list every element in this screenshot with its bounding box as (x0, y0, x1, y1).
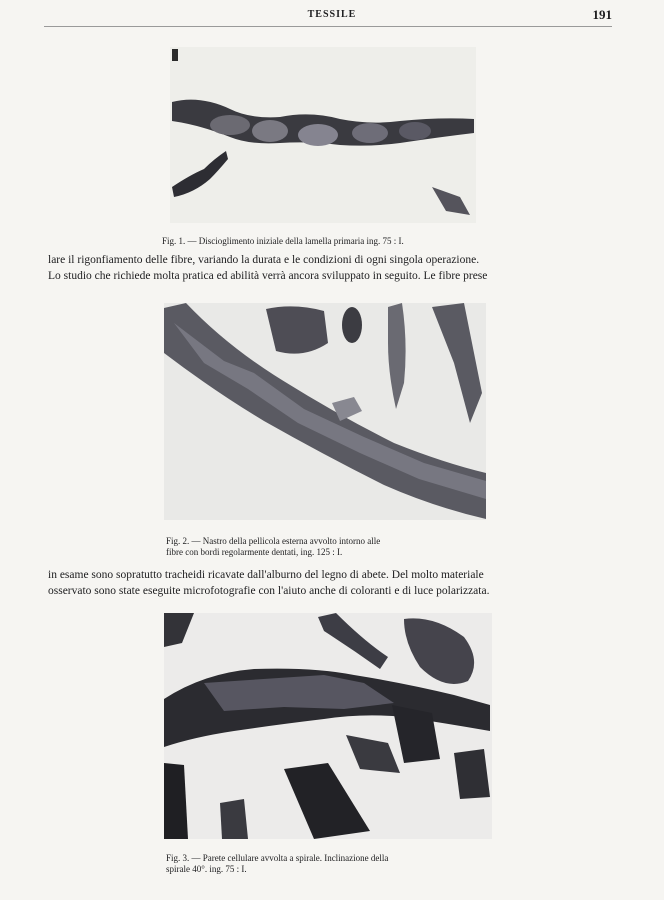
figure-1-photo (170, 47, 476, 223)
paragraph-1 (48, 252, 614, 284)
micrograph-spiral-wall (164, 613, 492, 839)
micrograph-fiber-band (164, 303, 486, 520)
running-title: TESSILE (307, 9, 357, 20)
caption-line: Fig. 3. — Parete cellulare avvolta a spirale. Inclinazione della (166, 853, 389, 863)
figure-2-photo (164, 303, 486, 520)
micrograph-fiber-chain (170, 47, 476, 223)
caption-line: fibre con bordi regolarmente dentati, ing. 125 : I. (166, 547, 343, 557)
caption-line: spirale 40°. ing. 75 : I. (166, 864, 247, 874)
header-rule (44, 26, 612, 27)
text-line: lare il rigonfiamento delle fibre, variando la durata e le condizioni di ogni singola operazione. (48, 254, 480, 266)
page-number: 191 (592, 7, 612, 22)
text-line: Lo studio che richiede molta pratica ed abilità verrà ancora sviluppato in seguito. Le fibre prese (48, 270, 488, 282)
caption-line: Fig. 2. — Nastro della pellicola esterna avvolto intorno alle (166, 536, 381, 546)
figure-1-caption (162, 236, 562, 247)
figure-3-photo (164, 613, 492, 839)
text-line: osservato sono state eseguite microfotografie con l'aiuto anche di coloranti e di luce polarizzata. (48, 585, 490, 597)
figure-3-caption (166, 853, 496, 875)
figure-2-caption (166, 536, 490, 558)
caption-line: Fig. 1. — Discioglimento iniziale della lamella primaria ing. 75 : I. (162, 236, 404, 246)
text-line: in esame sono sopratutto tracheidi ricavate dall'alburno del legno di abete. Del molto materiale (48, 569, 484, 581)
paragraph-2 (48, 567, 614, 599)
